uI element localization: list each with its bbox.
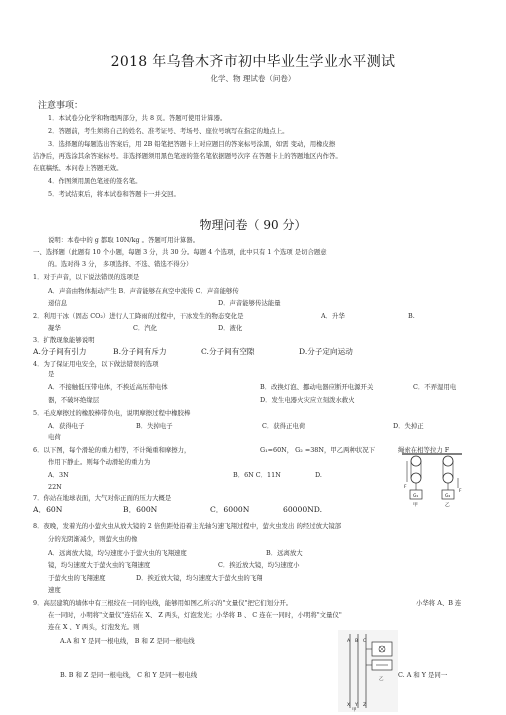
question-2-option-d: D．液化 [218,324,243,332]
question-4-option-b: B．改换灯泡、挪动电器应断开电源开关 [260,383,374,391]
question-1-option-c-cont: 递信息 [48,299,68,307]
question-7-option-b: B．600N [123,505,158,514]
question-4-stem: 4．为了保证用电安全，以下做法错误的选项 [33,360,159,368]
question-7-option-c: C．6000N [210,505,250,514]
fig9-label-b: B [355,639,359,644]
question-9-stem-cont2: 连在 X 、Y 两头，灯泡发光。则 [48,623,140,631]
question-8-option-c: C．挨近放大镜，均匀速度小 [218,561,300,569]
question-2-option-b: B. [408,312,415,320]
question-2-option-a: A．升华 [321,312,345,320]
fig9-label-jia: 甲 [352,708,357,712]
question-5-option-a: A．获得电子 [48,422,85,430]
notice-item: 3．选择题的每题选出答案后，用 2B 铅笔把答题卡上对应题目的答案标号涂黑，如需 变动，用橡皮擦 [48,140,336,148]
fig9-label-a: A [347,639,351,644]
question-8-option-b: B．远离放大 [266,549,303,557]
section-intro: 的。选对得 3 分， 多项选择、不选、错选不得分） [48,260,193,268]
question-4-option-d: D．发生电器火灾应立刻泼水救火 [260,396,355,404]
question-3-option-b: B.分子间有斥力 [113,347,167,356]
question-1-stem: 1．对于声音，以下说法错误的选项是 [33,273,140,281]
fig6-label-f-left: F [404,485,407,490]
fig9-label-x: X [347,703,351,708]
question-5-option-b: B．失掉电子 [136,422,173,430]
notice-item: 1．本试卷分化学和物理两部分，共 8 页。答题可使用计算器。 [48,114,227,122]
question-7-option-a: A．60N [33,505,63,514]
question-1-option-d: D．声音能够传达能量 [218,299,281,307]
notice-item: 4．作图须用黑色笔迹的签名笔。 [48,177,142,185]
question-8-option-d: D．挨近放大镜，均匀速度大于萤火虫的飞翔 [136,574,263,582]
exam-subtitle: 化学、物 理试卷（问卷） [210,74,296,83]
question-9-option-b: B. B 和 Z 是同一根电线， C 和 Y 是同一根电线 [60,671,198,679]
notice-item: 洁净后，再选涂其余答案标号。非选择题须用黑色笔迹的签名笔依据题号次序 在答题卡上的答题地区内作答。 [33,152,342,160]
question-9-stem-cont: 在一同时，小明将"文量仪"连结在 X、 Z 两头，灯泡发光；小华将 B 、 C 连在一同时，小明将"文量仪" [48,611,342,619]
question-2-stem: 2．利用干冰（固态 CO₂）进行人工降雨的过程中，干冰发生的物态变化是 [33,312,244,320]
question-8-option-c-cont: 于萤火虫的飞翔速度 [48,574,106,582]
question-9-option-a: A.A 和 Y 是同一根电线， B 和 Z 是同一根电线 [60,637,195,645]
notice-item: 2．答题前，考生须将自己的姓名、准考证号、考场号、座位号填写在指定的地点上。 [48,127,289,135]
question-5-stem: 5．毛皮摩擦过的橡胶棒带负电，说明摩擦过程中橡胶棒 [33,409,191,417]
question-7-option-d: 60000ND. [283,505,323,514]
question-8-option-a: A．远离放大镜，均匀速度小于萤火虫的飞翔速度 [48,549,187,557]
notice-item: 5．考试结束后，将本试卷和答题卡一并交回。 [48,190,180,198]
pulley-figure [396,452,468,508]
question-8-stem: 8．夜晚，发着光的小萤火虫从放大镜的 2 倍焦距处沿着主光轴匀速飞翔过程中，萤火虫发出 的经过放大镜部 [33,522,342,530]
question-7-stem: 7．你站在地球表面，大气对你正面的压力大概是 [33,494,172,502]
question-3-option-a: A.分子间有引力 [33,347,87,356]
question-8-option-d-cont: 速度 [48,586,61,594]
question-9-stem-tail: 小华将 A、B 连 [416,599,462,607]
question-9-stem: 9．高层建筑的墙体中有三根绞在一同的电线，能够用如图乙所示的"文量仪"把它们划分开。 [33,599,293,607]
fig9-label-c: C [363,639,367,644]
physics-note: 说明：本卷中的 g 都取 10N/kg 。答题可用计算器。 [48,236,200,244]
fig6-label-jia: 甲 [413,503,418,508]
question-2-option-b-cont: 凝华 [48,324,61,332]
question-3-stem: 3．扩散现象能够说明 [33,336,95,344]
question-5-option-c: C．获得正电荷 [262,422,306,430]
question-4-stem-cont: 是 [48,370,55,378]
question-2-option-c: C．汽化 [133,324,158,332]
question-8-stem-cont: 分的光阴渐减少，则萤火虫的像 [48,535,138,543]
question-4-option-a: A．不接触低压带电体，不挨近高压带电体 [48,383,168,391]
fig6-label-g1: G₁ [413,494,419,499]
question-1-option-abc: A．声音由物体振动产生 B．声音能够在真空中流传 C．声音能够传 [48,287,239,295]
question-8-option-b-cont: 镜，均匀速度大于萤火虫的飞翔速度 [48,561,151,569]
question-6-option-d-cont: 22N [48,483,62,491]
wire-tester-figure [338,630,398,712]
question-9-option-c: C. A 和 Y 是同一 [398,671,448,679]
question-6-option-bc: B．6N C．11N [233,471,281,479]
fig6-label-yi: 乙 [445,503,450,508]
physics-title: 物理问卷（ 90 分） [199,218,307,232]
question-3-option-c: C.分子间有空隙 [201,347,255,356]
question-6-stem: 6．以下图，每个滑轮的重力相等，不计绳重和摩擦力， [33,446,191,454]
fig6-label-f-right: F [459,489,462,494]
question-5-option-d: D．失掉正 [393,422,424,430]
notice-item: 在底稿纸、本问卷上答题无效。 [33,164,123,172]
question-4-option-c: C．不弄湿用电 [413,383,457,391]
exam-title: 2018 年乌鲁木齐市初中毕业生学业水平测试 [110,54,396,70]
question-4-option-c-cont: 器，不破坏绝缘层 [48,396,100,404]
fig9-label-y: Y [355,703,358,708]
fig6-label-g2: G₂ [445,494,451,499]
question-6-given: G₁=60N， G₂ =38N，甲乙两种状况下 [260,446,376,454]
question-6-stem-cont: 作用下静止。则每个动滑轮的重力为 [48,458,151,466]
question-5-option-d-cont: 电荷 [48,433,61,441]
notice-heading: 注意事项： [38,101,84,111]
section-intro: 一、选择题（此题有 10 个小题，每题 3 分，共 30 分。每题 4 个选项，此中只有 1 个选项 是切合题意 [33,248,327,256]
question-6-stem-tail: 绳索在相等拉力 F [398,446,450,454]
question-6-option-d: D. [315,471,322,479]
question-3-option-d: D.分子定向运动 [299,347,353,356]
fig9-label-z: Z [363,703,367,708]
fig9-label-yi: 乙 [379,677,384,682]
question-6-option-a: A．3N [48,471,69,479]
